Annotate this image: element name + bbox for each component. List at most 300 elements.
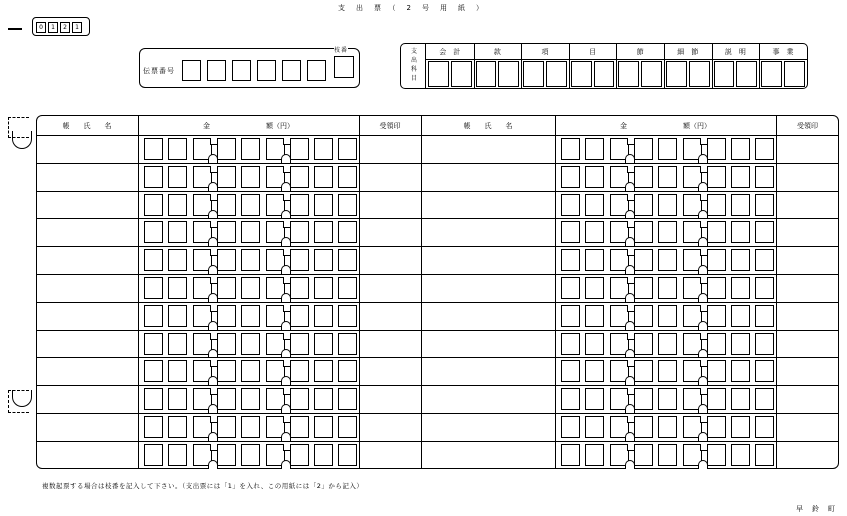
amount-digit-box[interactable]: [314, 166, 333, 188]
digit-corner-mark: [700, 444, 707, 451]
digit-corner-mark: [700, 194, 707, 201]
table-row-line: [36, 330, 839, 331]
amount-digit-box[interactable]: [707, 305, 726, 327]
table-row-line: [36, 246, 839, 247]
table-row-line: [36, 357, 839, 358]
digit-corner-mark: [210, 277, 217, 284]
amount-digit-box[interactable]: [561, 194, 580, 216]
budget-code-box[interactable]: [428, 61, 449, 87]
thousand-separator-mark: [281, 237, 291, 246]
digit-corner-mark: [627, 333, 634, 340]
thousand-separator-mark: [281, 376, 291, 385]
digit-corner-mark: [627, 249, 634, 256]
digit-corner-mark: [700, 221, 707, 228]
thousand-separator-mark: [281, 321, 291, 330]
thousand-separator-mark: [625, 349, 635, 358]
amount-digit-box[interactable]: [561, 249, 580, 271]
amount-digit-box[interactable]: [241, 166, 260, 188]
thousand-separator-mark: [208, 265, 218, 274]
amount-digit-box[interactable]: [658, 194, 677, 216]
amount-digit-box[interactable]: [338, 194, 357, 216]
amount-digit-box[interactable]: [290, 333, 309, 355]
amount-digit-box[interactable]: [241, 333, 260, 355]
amount-digit-box[interactable]: [585, 305, 604, 327]
table-col-divider: [138, 115, 139, 469]
budget-code-box[interactable]: [571, 61, 592, 87]
table-row-line: [36, 441, 839, 442]
thousand-separator-mark: [625, 265, 635, 274]
amount-digit-box[interactable]: [755, 416, 774, 438]
thousand-separator-mark: [698, 154, 708, 163]
amount-digit-box[interactable]: [561, 138, 580, 160]
amount-digit-box[interactable]: [731, 333, 750, 355]
amount-digit-box[interactable]: [707, 388, 726, 410]
budget-code-box[interactable]: [476, 61, 497, 87]
amount-digit-box[interactable]: [168, 221, 187, 243]
table-row-line: [36, 274, 839, 275]
budget-col-header: 節: [636, 48, 644, 56]
amount-digit-box[interactable]: [731, 388, 750, 410]
amount-digit-box[interactable]: [290, 249, 309, 271]
table-col-header: 帳 氏 名: [62, 122, 112, 130]
branch-number-box[interactable]: [334, 56, 354, 78]
thousand-separator-mark: [698, 210, 708, 219]
amount-digit-box[interactable]: [217, 249, 236, 271]
slip-number-digit-box[interactable]: [207, 60, 226, 81]
digit-corner-mark: [700, 333, 707, 340]
thousand-separator-mark: [208, 404, 218, 413]
thousand-separator-mark: [698, 349, 708, 358]
amount-digit-box[interactable]: [707, 166, 726, 188]
amount-digit-box[interactable]: [290, 277, 309, 299]
amount-digit-box[interactable]: [241, 416, 260, 438]
table-row-line: [36, 302, 839, 303]
amount-digit-box[interactable]: [290, 221, 309, 243]
thousand-separator-mark: [208, 460, 218, 469]
amount-digit-box[interactable]: [168, 166, 187, 188]
amount-digit-box[interactable]: [168, 333, 187, 355]
thousand-separator-mark: [698, 376, 708, 385]
amount-digit-box[interactable]: [144, 333, 163, 355]
thousand-separator-mark: [698, 460, 708, 469]
thousand-separator-mark: [625, 210, 635, 219]
slip-number-digit-box[interactable]: [182, 60, 201, 81]
digit-corner-mark: [627, 360, 634, 367]
amount-digit-box[interactable]: [241, 305, 260, 327]
amount-digit-box[interactable]: [658, 221, 677, 243]
amount-digit-box[interactable]: [731, 249, 750, 271]
amount-digit-box[interactable]: [314, 333, 333, 355]
amount-digit-box[interactable]: [731, 166, 750, 188]
amount-digit-box[interactable]: [144, 194, 163, 216]
amount-digit-box[interactable]: [634, 388, 653, 410]
digit-corner-mark: [283, 194, 290, 201]
budget-col-header: 細 節: [677, 48, 699, 56]
amount-digit-box[interactable]: [731, 221, 750, 243]
amount-digit-box[interactable]: [634, 138, 653, 160]
digit-corner-mark: [627, 305, 634, 312]
amount-digit-box[interactable]: [658, 444, 677, 466]
thousand-separator-mark: [698, 265, 708, 274]
amount-digit-box[interactable]: [314, 388, 333, 410]
amount-digit-box[interactable]: [217, 277, 236, 299]
amount-digit-box[interactable]: [338, 221, 357, 243]
amount-digit-box[interactable]: [707, 249, 726, 271]
budget-code-box[interactable]: [666, 61, 687, 87]
budget-code-box[interactable]: [618, 61, 639, 87]
amount-digit-box[interactable]: [168, 388, 187, 410]
amount-digit-box[interactable]: [731, 194, 750, 216]
amount-digit-box[interactable]: [338, 249, 357, 271]
amount-digit-box[interactable]: [314, 416, 333, 438]
budget-col-header: 項: [541, 48, 549, 56]
amount-digit-box[interactable]: [755, 194, 774, 216]
amount-digit-box[interactable]: [707, 221, 726, 243]
amount-digit-box[interactable]: [585, 444, 604, 466]
form-number-digit: 1: [72, 22, 82, 33]
amount-digit-box[interactable]: [217, 166, 236, 188]
amount-digit-box[interactable]: [314, 221, 333, 243]
amount-digit-box[interactable]: [314, 305, 333, 327]
thousand-separator-mark: [625, 237, 635, 246]
amount-digit-box[interactable]: [144, 277, 163, 299]
amount-digit-box[interactable]: [290, 138, 309, 160]
digit-corner-mark: [627, 416, 634, 423]
amount-digit-box[interactable]: [217, 444, 236, 466]
slip-number-digit-box[interactable]: [232, 60, 251, 81]
amount-digit-box[interactable]: [338, 388, 357, 410]
amount-digit-box[interactable]: [144, 388, 163, 410]
thousand-separator-mark: [208, 293, 218, 302]
amount-digit-box[interactable]: [290, 305, 309, 327]
thousand-separator-mark: [281, 265, 291, 274]
amount-digit-box[interactable]: [168, 305, 187, 327]
slip-number-digit-box[interactable]: [257, 60, 276, 81]
amount-digit-box[interactable]: [217, 388, 236, 410]
amount-digit-box[interactable]: [241, 249, 260, 271]
thousand-separator-mark: [625, 432, 635, 441]
amount-digit-box[interactable]: [144, 416, 163, 438]
budget-code-box[interactable]: [641, 61, 662, 87]
form-number-dash: [8, 28, 22, 30]
thousand-separator-mark: [281, 154, 291, 163]
amount-digit-box[interactable]: [561, 416, 580, 438]
amount-digit-box[interactable]: [314, 194, 333, 216]
digit-corner-mark: [700, 277, 707, 284]
amount-digit-box[interactable]: [290, 388, 309, 410]
amount-digit-box[interactable]: [658, 166, 677, 188]
amount-digit-box[interactable]: [290, 194, 309, 216]
amount-digit-box[interactable]: [634, 194, 653, 216]
amount-digit-box[interactable]: [217, 194, 236, 216]
digit-corner-mark: [283, 166, 290, 173]
amount-digit-box[interactable]: [755, 360, 774, 382]
digit-corner-mark: [283, 360, 290, 367]
amount-digit-box[interactable]: [241, 221, 260, 243]
amount-digit-box[interactable]: [217, 221, 236, 243]
amount-digit-box[interactable]: [168, 416, 187, 438]
amount-digit-box[interactable]: [561, 221, 580, 243]
amount-digit-box[interactable]: [241, 444, 260, 466]
budget-code-box[interactable]: [784, 61, 805, 87]
table-row-line: [36, 385, 839, 386]
table-row-line: [36, 218, 839, 219]
amount-digit-box[interactable]: [561, 444, 580, 466]
thousand-separator-mark: [281, 460, 291, 469]
thousand-separator-mark: [281, 210, 291, 219]
table-col-header: 受領印: [797, 122, 818, 130]
budget-col-header: 説 明: [724, 48, 746, 56]
thousand-separator-mark: [625, 321, 635, 330]
amount-digit-box[interactable]: [585, 388, 604, 410]
amount-digit-box[interactable]: [585, 194, 604, 216]
digit-corner-mark: [627, 194, 634, 201]
amount-digit-box[interactable]: [338, 166, 357, 188]
amount-digit-box[interactable]: [585, 166, 604, 188]
amount-digit-box[interactable]: [634, 360, 653, 382]
amount-digit-box[interactable]: [658, 249, 677, 271]
budget-code-box[interactable]: [761, 61, 782, 87]
amount-digit-box[interactable]: [634, 166, 653, 188]
amount-digit-box[interactable]: [241, 138, 260, 160]
table-header-line: [36, 135, 839, 136]
thousand-separator-mark: [208, 349, 218, 358]
amount-digit-box[interactable]: [634, 305, 653, 327]
thousand-separator-mark: [208, 154, 218, 163]
budget-col-header: 会 計: [439, 48, 461, 56]
amount-digit-box[interactable]: [168, 277, 187, 299]
amount-digit-box[interactable]: [755, 444, 774, 466]
thousand-separator-mark: [208, 376, 218, 385]
amount-digit-box[interactable]: [755, 388, 774, 410]
amount-digit-box[interactable]: [561, 333, 580, 355]
amount-digit-box[interactable]: [585, 249, 604, 271]
form-number-digit: 0: [36, 22, 46, 33]
amount-digit-box[interactable]: [585, 277, 604, 299]
digit-corner-mark: [627, 166, 634, 173]
thousand-separator-mark: [208, 210, 218, 219]
amount-digit-box[interactable]: [707, 416, 726, 438]
amount-digit-box[interactable]: [634, 333, 653, 355]
amount-digit-box[interactable]: [755, 166, 774, 188]
digit-corner-mark: [283, 138, 290, 145]
amount-digit-box[interactable]: [755, 249, 774, 271]
amount-digit-box[interactable]: [731, 444, 750, 466]
thousand-separator-mark: [208, 182, 218, 191]
amount-digit-box[interactable]: [634, 444, 653, 466]
thousand-separator-mark: [625, 182, 635, 191]
table-col-header: 帳 氏 名: [463, 122, 513, 130]
digit-corner-mark: [700, 249, 707, 256]
amount-digit-box[interactable]: [585, 221, 604, 243]
digit-corner-mark: [283, 305, 290, 312]
amount-digit-box[interactable]: [658, 277, 677, 299]
amount-digit-box[interactable]: [168, 360, 187, 382]
amount-digit-box[interactable]: [731, 416, 750, 438]
amount-digit-box[interactable]: [144, 305, 163, 327]
amount-digit-box[interactable]: [168, 194, 187, 216]
slip-number-label: 伝票番号: [143, 67, 175, 75]
amount-digit-box[interactable]: [290, 360, 309, 382]
amount-digit-box[interactable]: [241, 388, 260, 410]
amount-digit-box[interactable]: [217, 305, 236, 327]
amount-digit-box[interactable]: [314, 444, 333, 466]
amount-digit-box[interactable]: [658, 305, 677, 327]
amount-digit-box[interactable]: [338, 305, 357, 327]
thousand-separator-mark: [281, 293, 291, 302]
amount-digit-box[interactable]: [658, 360, 677, 382]
table-col-divider: [555, 115, 556, 469]
amount-digit-box[interactable]: [561, 388, 580, 410]
amount-digit-box[interactable]: [634, 221, 653, 243]
amount-digit-box[interactable]: [755, 277, 774, 299]
amount-digit-box[interactable]: [658, 388, 677, 410]
thousand-separator-mark: [698, 237, 708, 246]
amount-digit-box[interactable]: [144, 249, 163, 271]
amount-digit-box[interactable]: [634, 249, 653, 271]
budget-code-box[interactable]: [736, 61, 757, 87]
digit-corner-mark: [627, 444, 634, 451]
budget-code-box[interactable]: [523, 61, 544, 87]
thousand-separator-mark: [625, 460, 635, 469]
amount-digit-box[interactable]: [561, 360, 580, 382]
amount-digit-box[interactable]: [634, 416, 653, 438]
branch-number-label: 枝番: [334, 47, 349, 54]
amount-digit-box[interactable]: [290, 416, 309, 438]
thousand-separator-mark: [698, 321, 708, 330]
digit-corner-mark: [210, 416, 217, 423]
budget-code-box[interactable]: [594, 61, 615, 87]
slip-number-digit-box[interactable]: [282, 60, 301, 81]
amount-digit-box[interactable]: [290, 444, 309, 466]
digit-corner-mark: [700, 416, 707, 423]
amount-digit-box[interactable]: [241, 360, 260, 382]
digit-corner-mark: [700, 305, 707, 312]
digit-corner-mark: [210, 360, 217, 367]
thousand-separator-mark: [625, 154, 635, 163]
amount-digit-box[interactable]: [217, 360, 236, 382]
amount-digit-box[interactable]: [755, 333, 774, 355]
digit-corner-mark: [210, 388, 217, 395]
amount-digit-box[interactable]: [168, 249, 187, 271]
amount-digit-box[interactable]: [338, 444, 357, 466]
amount-digit-box[interactable]: [585, 333, 604, 355]
budget-col-header: 目: [589, 48, 597, 56]
amount-digit-box[interactable]: [707, 194, 726, 216]
digit-corner-mark: [627, 388, 634, 395]
amount-digit-box[interactable]: [561, 277, 580, 299]
digit-corner-mark: [210, 333, 217, 340]
amount-digit-box[interactable]: [241, 194, 260, 216]
amount-digit-box[interactable]: [658, 138, 677, 160]
amount-digit-box[interactable]: [338, 138, 357, 160]
amount-digit-box[interactable]: [658, 333, 677, 355]
amount-digit-box[interactable]: [731, 138, 750, 160]
amount-digit-box[interactable]: [731, 360, 750, 382]
thousand-separator-mark: [625, 293, 635, 302]
amount-digit-box[interactable]: [217, 138, 236, 160]
digit-corner-mark: [283, 221, 290, 228]
form-number-digit: 1: [48, 22, 58, 33]
amount-digit-box[interactable]: [314, 249, 333, 271]
digit-corner-mark: [283, 444, 290, 451]
amount-digit-box[interactable]: [217, 416, 236, 438]
digit-corner-mark: [283, 249, 290, 256]
amount-digit-box[interactable]: [707, 333, 726, 355]
amount-digit-box[interactable]: [707, 360, 726, 382]
amount-digit-box[interactable]: [241, 277, 260, 299]
budget-code-box[interactable]: [451, 61, 472, 87]
amount-digit-box[interactable]: [707, 277, 726, 299]
thousand-separator-mark: [281, 182, 291, 191]
amount-digit-box[interactable]: [168, 138, 187, 160]
amount-digit-box[interactable]: [585, 360, 604, 382]
amount-digit-box[interactable]: [314, 138, 333, 160]
thousand-separator-mark: [698, 404, 708, 413]
table-col-divider: [776, 115, 777, 469]
digit-corner-mark: [627, 138, 634, 145]
budget-code-box[interactable]: [689, 61, 710, 87]
amount-digit-box[interactable]: [585, 416, 604, 438]
digit-corner-mark: [210, 305, 217, 312]
budget-side-char: 出: [410, 57, 417, 64]
digit-corner-mark: [700, 388, 707, 395]
amount-digit-box[interactable]: [561, 305, 580, 327]
budget-side-char: 支: [410, 48, 417, 55]
amount-digit-box[interactable]: [338, 416, 357, 438]
amount-digit-box[interactable]: [168, 444, 187, 466]
budget-code-box[interactable]: [546, 61, 567, 87]
amount-digit-box[interactable]: [561, 166, 580, 188]
amount-digit-box[interactable]: [731, 305, 750, 327]
amount-digit-box[interactable]: [144, 444, 163, 466]
digit-corner-mark: [283, 388, 290, 395]
amount-digit-box[interactable]: [144, 166, 163, 188]
amount-digit-box[interactable]: [314, 360, 333, 382]
digit-corner-mark: [210, 221, 217, 228]
footnote: 複数起票する場合は枝番を記入して下さい。（支出票には「1」を入れ、この用紙には「2」から記入）: [42, 482, 364, 490]
amount-digit-box[interactable]: [755, 221, 774, 243]
amount-digit-box[interactable]: [658, 416, 677, 438]
budget-code-box[interactable]: [498, 61, 519, 87]
budget-side-char: 科: [410, 66, 417, 73]
digit-corner-mark: [210, 249, 217, 256]
form-title: 支 出 票 （ 2 号 用 紙 ）: [338, 4, 485, 12]
amount-digit-box[interactable]: [144, 360, 163, 382]
amount-digit-box[interactable]: [634, 277, 653, 299]
digit-corner-mark: [210, 166, 217, 173]
table-row-line: [36, 163, 839, 164]
amount-digit-box[interactable]: [338, 277, 357, 299]
budget-code-box[interactable]: [714, 61, 735, 87]
amount-digit-box[interactable]: [707, 444, 726, 466]
amount-digit-box[interactable]: [314, 277, 333, 299]
amount-digit-box[interactable]: [585, 138, 604, 160]
amount-digit-box[interactable]: [338, 333, 357, 355]
amount-digit-box[interactable]: [217, 333, 236, 355]
amount-digit-box[interactable]: [731, 277, 750, 299]
amount-digit-box[interactable]: [144, 138, 163, 160]
amount-digit-box[interactable]: [707, 138, 726, 160]
slip-number-digit-box[interactable]: [307, 60, 326, 81]
amount-digit-box[interactable]: [144, 221, 163, 243]
digit-corner-mark: [210, 138, 217, 145]
budget-col-header: 事 業: [772, 48, 794, 56]
amount-digit-box[interactable]: [755, 305, 774, 327]
amount-digit-box[interactable]: [338, 360, 357, 382]
amount-digit-box[interactable]: [755, 138, 774, 160]
amount-digit-box[interactable]: [290, 166, 309, 188]
